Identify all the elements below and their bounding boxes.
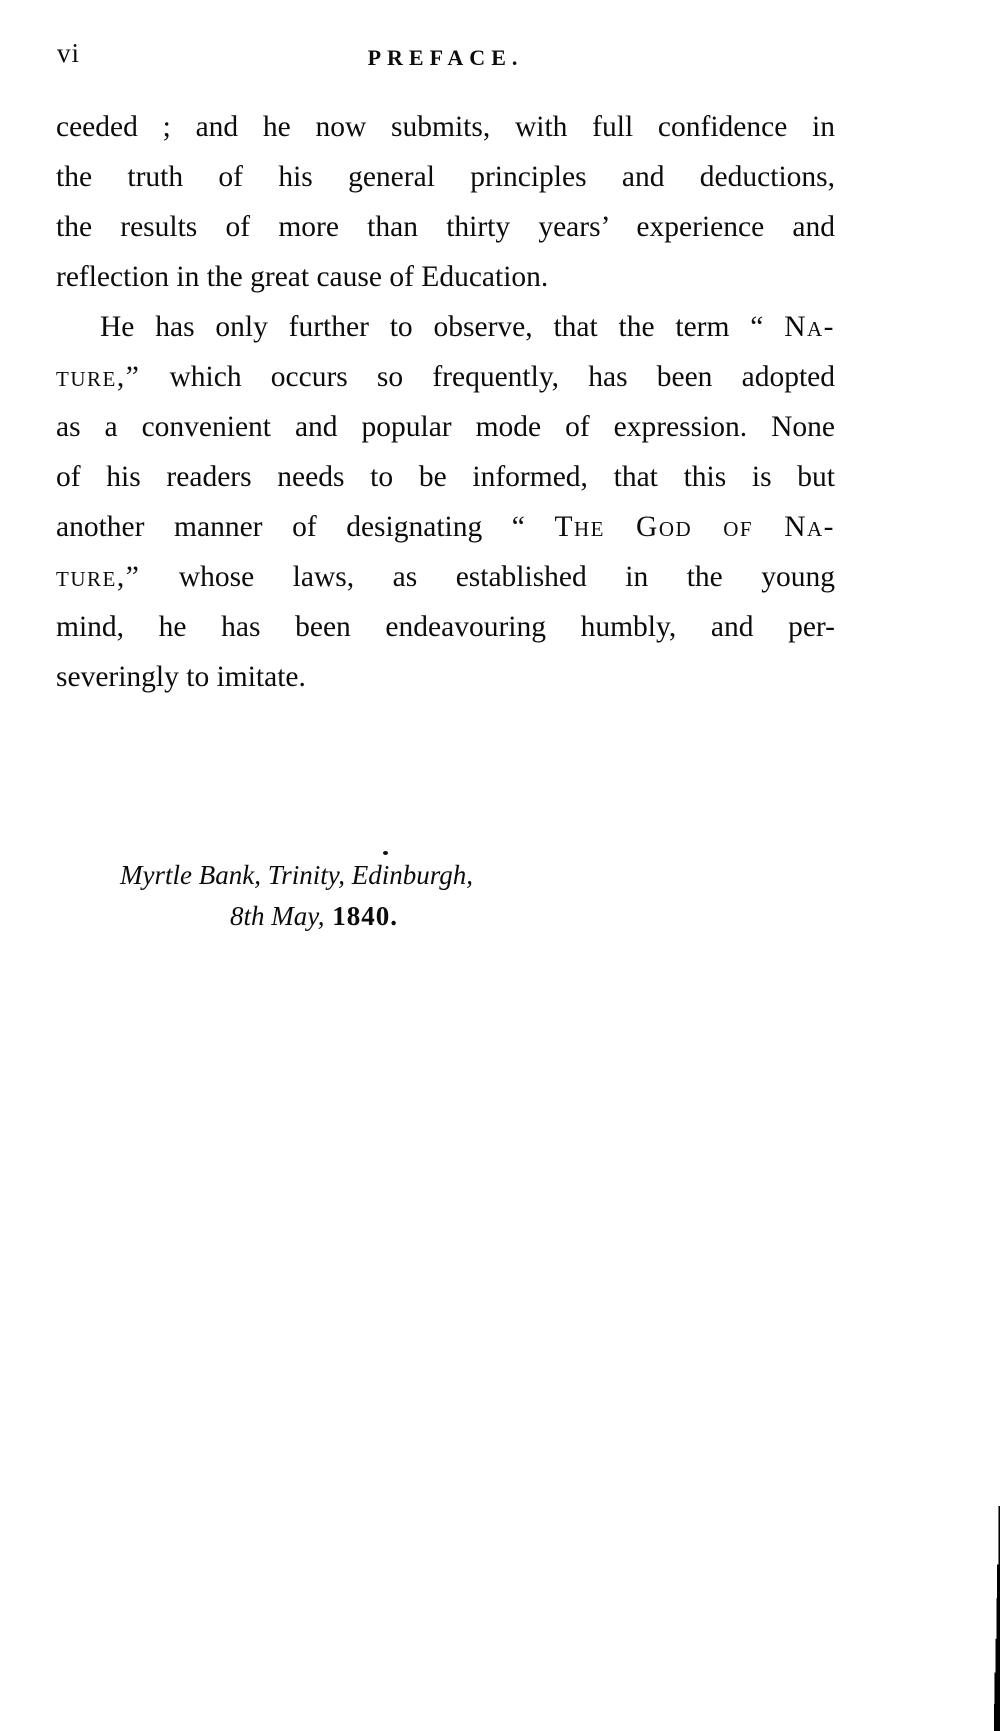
- signature-block: [120, 860, 473, 932]
- small-caps-text: The God of Na-: [554, 511, 835, 543]
- paragraph-line: of his readers needs to be informed, that this is but: [56, 461, 835, 493]
- paragraph-line: as a convenient and popular mode of expression. None: [56, 411, 835, 443]
- paragraph-line: reflection in the great cause of Education.: [56, 261, 549, 293]
- signature-date-line: [230, 901, 473, 932]
- paragraph-line: severingly to imitate.: [56, 661, 306, 693]
- paragraph-line: mind, he has been endeavouring humbly, and per-: [56, 611, 835, 643]
- scan-artifact-dot: [383, 851, 388, 855]
- paragraph-line: [56, 302, 835, 352]
- signature-place-line: Myrtle Bank, Trinity, Edinburgh,: [120, 860, 473, 890]
- paragraph-line: the results of more than thirty years’ experience and: [56, 211, 835, 243]
- body-text: [56, 102, 835, 702]
- page-number: vi: [57, 38, 81, 68]
- signature-date-year: 1840.: [324, 901, 398, 931]
- paragraph-line: the truth of his general principles and deductions,: [56, 161, 835, 193]
- line-text: another manner of designating “: [56, 511, 555, 543]
- paragraph-line: [56, 552, 835, 602]
- running-header: PREFACE.: [367, 45, 524, 70]
- line-text: whose laws, as established in the young: [140, 561, 835, 593]
- line-text: which occurs so frequently, has been adopted: [140, 361, 835, 393]
- line-text: He has only further to observe, that the term “: [100, 311, 785, 343]
- small-caps-text: Na-: [784, 311, 835, 343]
- paragraph-line: ceeded ; and he now submits, with full confidence in: [56, 111, 835, 143]
- paragraph-line: [56, 352, 835, 402]
- signature-date-italic: 8th May,: [230, 901, 325, 931]
- scan-edge-artifact: [993, 1506, 1000, 1731]
- small-caps-text: ture,”: [56, 561, 141, 593]
- paragraph-line: [56, 502, 835, 552]
- small-caps-text: ture,”: [56, 361, 141, 393]
